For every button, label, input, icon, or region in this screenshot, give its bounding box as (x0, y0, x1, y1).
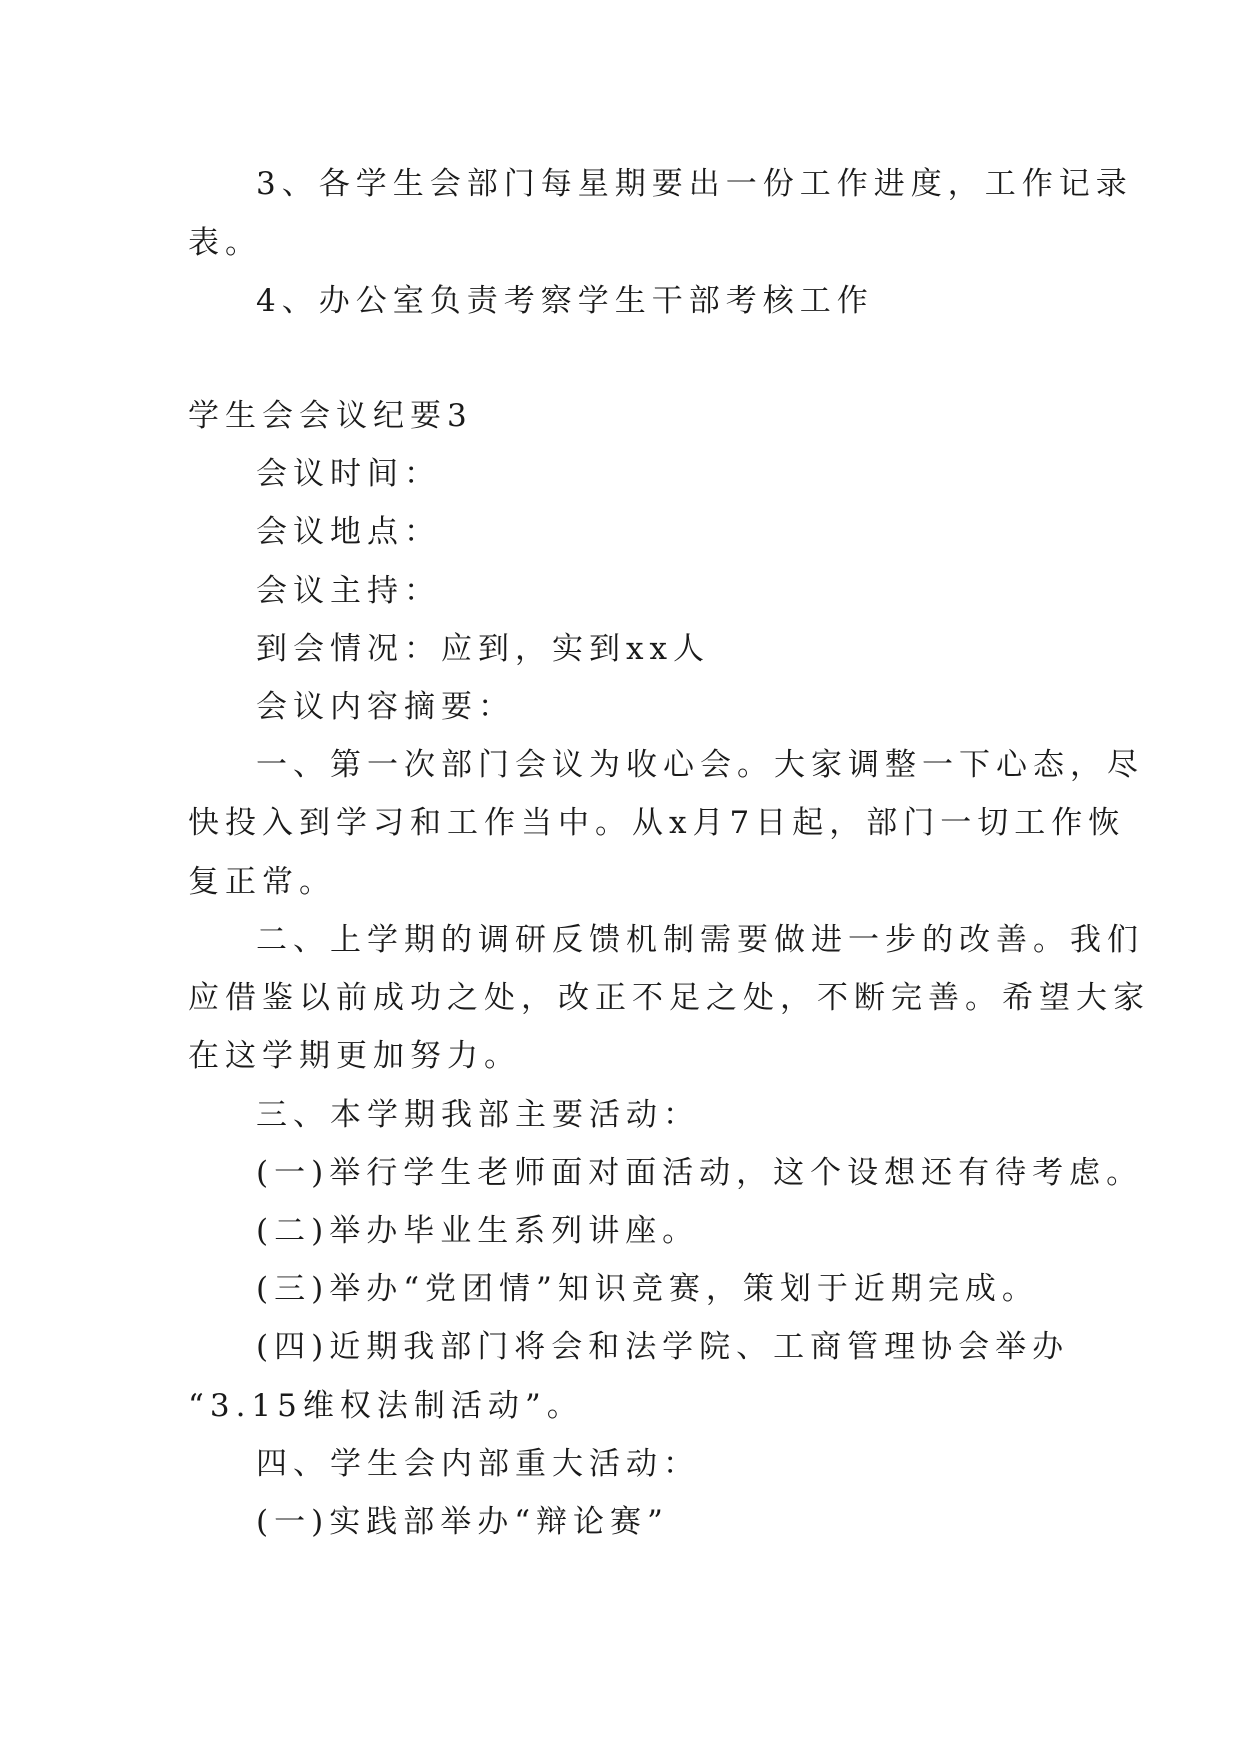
paragraph-line: 四、学生会内部重大活动： (256, 1446, 700, 1482)
paragraph-line: 表。 (188, 225, 262, 261)
paragraph-line: 复正常。 (188, 864, 336, 900)
paragraph-line: 会议内容摘要： (256, 689, 515, 725)
paragraph-line: 二、上学期的调研反馈机制需要做进一步的改善。我们 (256, 922, 1144, 958)
paragraph-line: (二)举办毕业生系列讲座。 (256, 1213, 700, 1249)
paragraph-line: (四)近期我部门将会和法学院、工商管理协会举办 (256, 1329, 1070, 1365)
paragraph-line: “3.15维权法制活动”。 (188, 1388, 584, 1424)
paragraph-line: 应借鉴以前成功之处，改正不足之处，不断完善。希望大家 (188, 980, 1150, 1016)
paragraph-line: (一)实践部举办“辩论赛” (256, 1504, 669, 1540)
paragraph-line: 会议主持： (256, 573, 441, 609)
paragraph-line: 快投入到学习和工作当中。从x月7日起，部门一切工作恢 (188, 805, 1126, 841)
paragraph-line: 一、第一次部门会议为收心会。大家调整一下心态，尽 (256, 747, 1144, 783)
paragraph-line: 3、各学生会部门每星期要出一份工作进度，工作记录 (256, 166, 1133, 202)
paragraph-line: 4、办公室负责考察学生干部考核工作 (256, 283, 874, 319)
paragraph-line: 到会情况：应到，实到xx人 (256, 631, 710, 667)
paragraph-line: (一)举行学生老师面对面活动，这个设想还有待考虑。 (256, 1155, 1144, 1191)
paragraph-line: 会议地点： (256, 514, 441, 550)
paragraph-line: 在这学期更加努力。 (188, 1038, 521, 1074)
paragraph-line: 会议时间： (256, 456, 441, 492)
paragraph-line: (三)举办“党团情”知识竞赛，策划于近期完成。 (256, 1271, 1039, 1307)
section-heading: 学生会会议纪要3 (188, 398, 473, 434)
paragraph-line: 三、本学期我部主要活动： (256, 1097, 700, 1133)
